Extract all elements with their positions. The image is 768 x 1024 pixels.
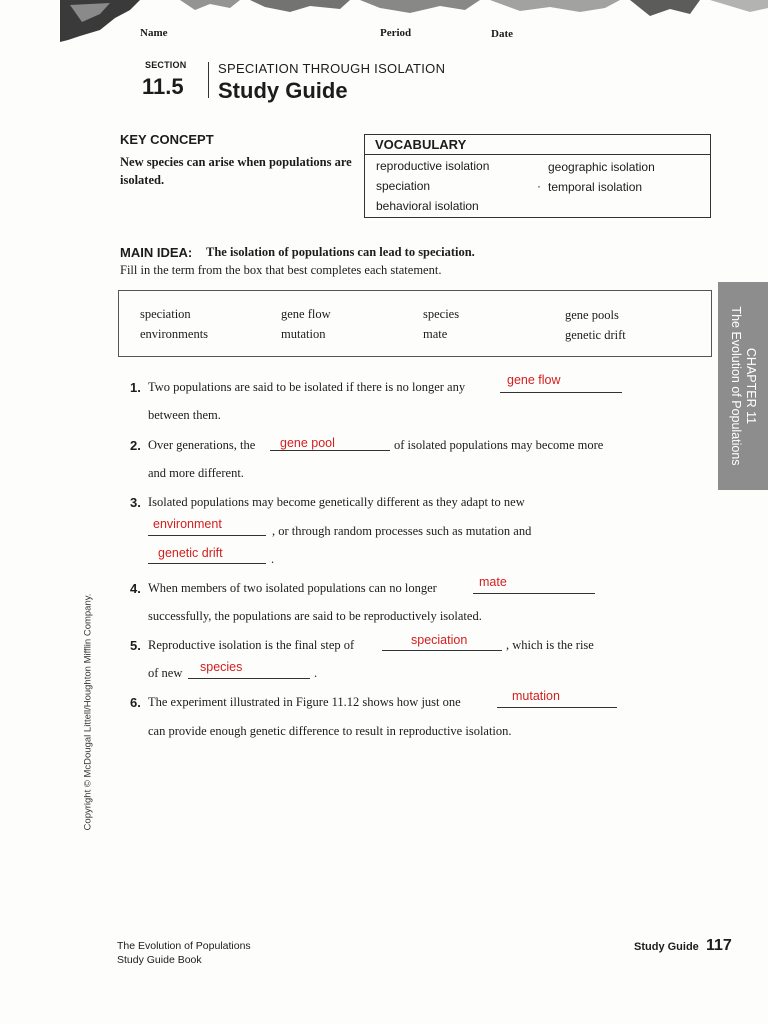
- period-label: Period: [380, 27, 412, 39]
- answer-text[interactable]: mate: [479, 575, 507, 589]
- header-photo-strip: [60, 0, 768, 22]
- vocab-term: reproductive isolation: [376, 159, 490, 173]
- question-text: The experiment illustrated in Figure 11.12 shows how just one: [148, 695, 461, 709]
- box-term: environments: [140, 327, 209, 341]
- answer-text[interactable]: gene flow: [507, 373, 561, 387]
- question-number: 6.: [130, 695, 141, 710]
- answer-blank[interactable]: [382, 650, 502, 651]
- answer-blank[interactable]: [148, 535, 266, 536]
- question-text: Over generations, the: [148, 438, 256, 452]
- vocab-term: behavioral isolation: [376, 199, 479, 213]
- instructions: Fill in the term from the box that best completes each statement.: [120, 263, 442, 277]
- chapter-tab-line2: The Evolution of Populations: [729, 306, 743, 466]
- answer-text[interactable]: speciation: [411, 633, 468, 647]
- main-idea-label: MAIN IDEA:: [120, 245, 193, 260]
- answer-blank[interactable]: [148, 563, 266, 564]
- question-number: 5.: [130, 638, 141, 653]
- vocab-term: temporal isolation: [548, 180, 643, 194]
- answer-blank[interactable]: [500, 392, 622, 393]
- key-concept-text: New species can arise when populations are isolated.: [120, 155, 352, 187]
- question-text: of isolated populations may become more: [394, 438, 604, 452]
- question-text: can provide enough genetic difference to result in reproductive isolation.: [148, 724, 512, 738]
- answer-text[interactable]: species: [200, 660, 243, 674]
- question-text: When members of two isolated populations can no longer: [148, 581, 437, 595]
- key-concept-heading: KEY CONCEPT: [120, 132, 214, 147]
- vocab-bullet: ·: [537, 179, 541, 193]
- box-term: gene pools: [565, 308, 619, 322]
- vocab-term: speciation: [376, 179, 431, 193]
- question-number: 1.: [130, 380, 141, 395]
- box-term: mutation: [281, 327, 326, 341]
- term-box: [118, 290, 712, 357]
- chapter-tab-line1: CHAPTER 11: [744, 347, 758, 425]
- footer-book-title: The Evolution of Populations: [117, 940, 251, 952]
- question-number: 3.: [130, 495, 141, 510]
- answer-blank[interactable]: [473, 593, 595, 594]
- section-title: SPECIATION THROUGH ISOLATION: [218, 61, 446, 76]
- main-idea-text: The isolation of populations can lead to speciation.: [206, 245, 475, 259]
- question-number: 4.: [130, 581, 141, 596]
- copyright-notice: Copyright © McDougal Littell/Houghton Mifflin Company.: [82, 593, 94, 831]
- answer-text[interactable]: mutation: [512, 689, 560, 703]
- question-text: between them.: [148, 408, 221, 422]
- answer-text[interactable]: gene pool: [280, 436, 335, 450]
- vocabulary-box: [364, 134, 711, 218]
- section-number: 11.5: [142, 74, 184, 99]
- box-term: gene flow: [281, 307, 331, 321]
- answer-blank[interactable]: [188, 678, 310, 679]
- question-text: .: [314, 666, 318, 680]
- name-label: Name: [140, 27, 168, 39]
- question-text: successfully, the populations are said to be reproductively isolated.: [148, 609, 482, 623]
- header-photo-corner: [60, 0, 150, 42]
- vocab-term: geographic isolation: [548, 160, 655, 174]
- question-text: Two populations are said to be isolated if there is no longer any: [148, 380, 466, 394]
- footer-book-subtitle: Study Guide Book: [117, 954, 202, 966]
- answer-blank[interactable]: [497, 707, 617, 708]
- box-term: mate: [423, 327, 448, 341]
- answer-text[interactable]: environment: [153, 517, 222, 531]
- footer-label: Study Guide: [634, 941, 699, 953]
- question-text: Isolated populations may become genetically different as they adapt to new: [148, 495, 525, 509]
- question-text: , which is the rise: [506, 638, 594, 652]
- box-term: species: [423, 307, 460, 321]
- date-label: Date: [491, 28, 513, 40]
- section-label: SECTION: [145, 60, 187, 70]
- question-number: 2.: [130, 438, 141, 453]
- box-term: genetic drift: [565, 328, 626, 342]
- page-number: 117: [706, 937, 732, 954]
- question-text: Reproductive isolation is the final step of: [148, 638, 355, 652]
- answer-text[interactable]: genetic drift: [158, 546, 223, 560]
- vocabulary-heading: VOCABULARY: [365, 135, 710, 155]
- answer-blank[interactable]: [270, 450, 390, 451]
- question-text: of new: [148, 666, 183, 680]
- question-text: , or through random processes such as mutation and: [272, 524, 532, 538]
- chapter-tab-label: [728, 306, 758, 465]
- question-text: .: [271, 552, 275, 566]
- question-text: and more different.: [148, 466, 244, 480]
- section-divider: [208, 62, 209, 98]
- page-title: Study Guide: [218, 78, 348, 103]
- box-term: speciation: [140, 307, 191, 321]
